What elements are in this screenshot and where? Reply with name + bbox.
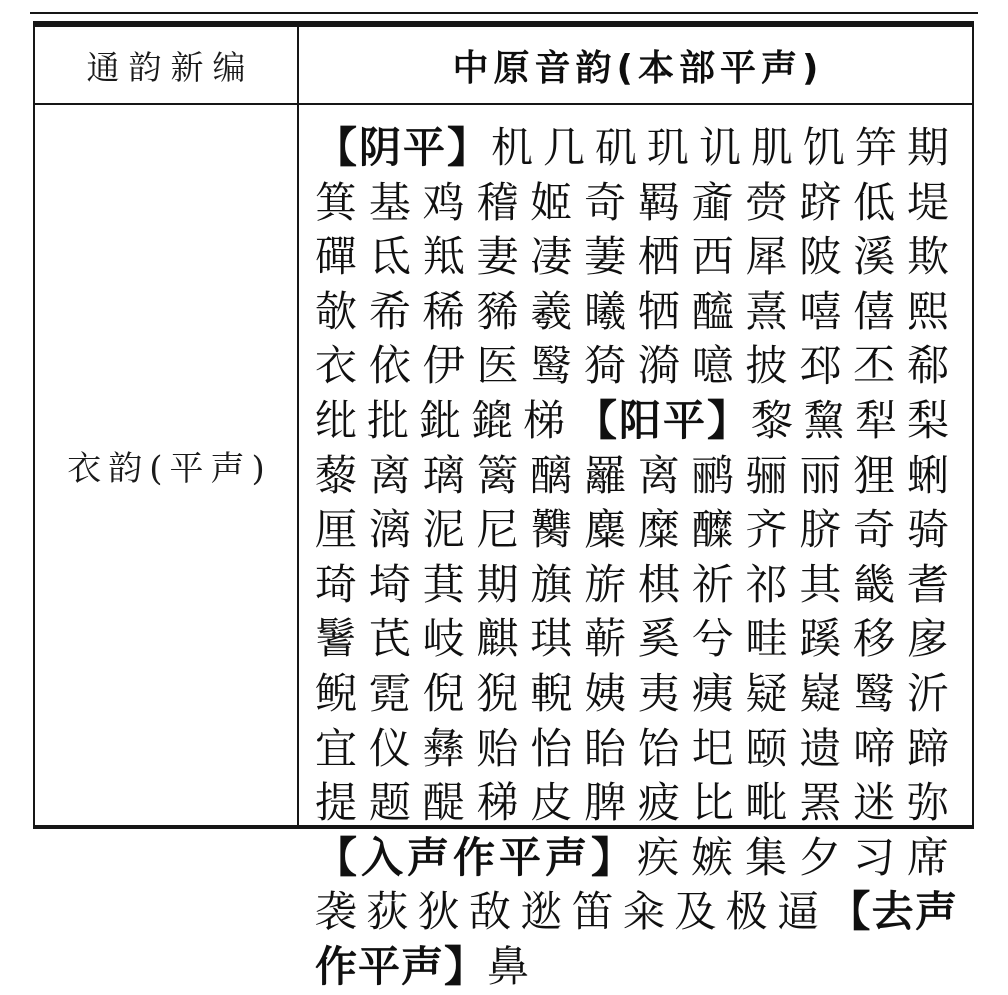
tongyun-title: 通韵新编: [86, 47, 255, 87]
tone-label-rusheng: 【入声作平声】: [315, 832, 637, 882]
rhyme-name-label: 衣韵(平声): [67, 448, 272, 489]
rhyme-comparison-table: [33, 21, 974, 991]
tone-chars-qusheng: 鼻: [487, 941, 539, 991]
tone-chars-yinping: 机几矶玑讥肌饥笄期箕基鸡稽姬奇羁齑赍跻低堤磾氐羝妻凄萋栖西犀陂溪欺欹希稀豨羲曦牺醯熹嘻僖熙衣依伊医鹥猗漪噫披邳丕郗纰批鈚鎞梯: [315, 123, 958, 445]
header-cell-zhongyuan: [299, 27, 972, 103]
header-cell-tongyun: [35, 27, 299, 103]
tone-label-yinping: 【阴平】: [315, 123, 491, 172]
table-body-row: [35, 105, 972, 991]
tone-chars-yangping: 黎黧犁梨藜离璃篱醨䍦离鹂骊丽狸蜊厘漓泥尼臡麋糜醾齐脐奇骑琦埼萁期旗旂棋祈祁其畿耆鬐芪岐麒琪蕲奚兮畦蹊移扅鲵霓倪猊輗姨夷痍疑嶷鹥沂宜仪彝贻怡眙饴圯颐遗啼蹄提题醍稊皮脾疲比毗罴迷弥: [315, 395, 958, 828]
tone-chars-rusheng: 疾嫉集夕习席袭荻狄敌逖笛籴及极逼: [315, 832, 958, 937]
top-thin-rule: [30, 12, 978, 14]
tone-label-qusheng: 【去声作平声】: [315, 887, 958, 991]
table-header-row: [35, 27, 972, 105]
zhongyuan-title: 中原音韵(本部平声): [452, 47, 824, 89]
tone-label-yangping: 【阳平】: [574, 395, 751, 445]
body-cell-character-lists: [299, 105, 972, 991]
tone-section-yangping: [315, 396, 958, 827]
body-cell-rhyme-name: [35, 105, 299, 825]
